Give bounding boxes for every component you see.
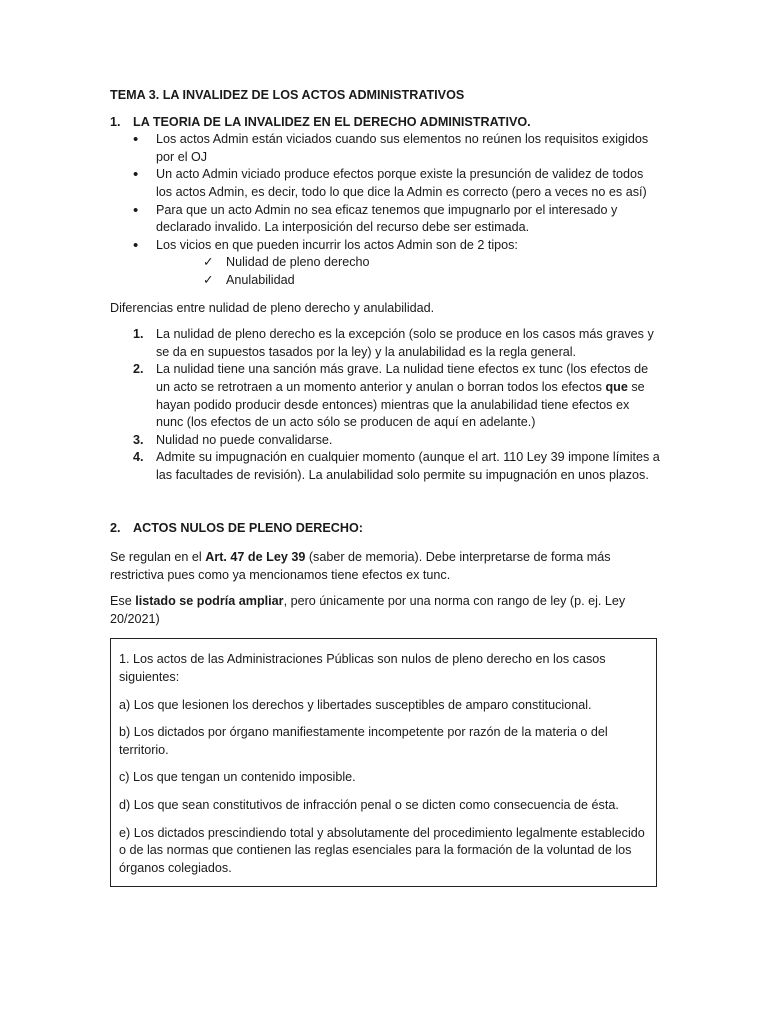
list-item: • Los vicios en que pueden incurrir los actos Admin son de 2 tipos: xyxy=(110,237,660,255)
article-quote-box xyxy=(110,638,657,887)
checkmark-icon: ✓ xyxy=(203,272,214,287)
section-number: 2. xyxy=(110,521,121,536)
section-title: LA TEORIA DE LA INVALIDEZ EN EL DERECHO ADMINISTRATIVO. xyxy=(133,114,531,129)
box-paragraph: a) Los que lesionen los derechos y libertades susceptibles de amparo constitucional. xyxy=(119,697,592,712)
check-list xyxy=(110,254,660,289)
paragraph: Diferencias entre nulidad de pleno derecho y anulabilidad. xyxy=(110,300,435,315)
list-item: 2. La nulidad tiene una sanción más grave. La nulidad tiene efectos ex tunc (los efectos de un acto se retrotraen a un momento anterior y anulan o borran todos los efectos que se hayan podido producir desde entonces) mientras que la anulabilidad tiene efectos ex nunc (los efectos de un acto sólo se producen de aquí en adelante.) xyxy=(133,362,649,430)
section-1-heading xyxy=(110,114,660,132)
document-title: TEMA 3. LA INVALIDEZ DE LOS ACTOS ADMINISTRATIVOS xyxy=(110,88,465,102)
numbered-list xyxy=(110,326,660,484)
list-item: 1. La nulidad de pleno derecho es la excepción (solo se produce en los casos más graves y se da en supuestos tasados por la ley) y la anulabilidad es la regla general. xyxy=(133,327,654,359)
box-paragraph: c) Los que tengan un contenido imposible. xyxy=(119,770,356,785)
section-2-heading xyxy=(110,520,660,538)
section-title: ACTOS NULOS DE PLENO DERECHO: xyxy=(133,521,363,536)
bullet-list xyxy=(110,131,660,254)
paragraph: Se regulan en el Art. 47 de Ley 39 (saber de memoria). Debe interpretarse de forma más restrictiva pues como ya mencionamos tiene efectos ex tunc. xyxy=(110,550,611,582)
box-paragraph: d) Los que sean constitutivos de infracción penal o se dicten como consecuencia de ésta. xyxy=(119,798,619,812)
box-paragraph: e) Los dictados prescindiendo total y absolutamente del procedimiento legalmente establecido o de las normas que contienen las reglas esenciales para la formación de la voluntad de los órganos colegiados. xyxy=(119,825,645,875)
list-item: ✓ Anulabilidad xyxy=(110,272,660,290)
box-paragraph: 1. Los actos de las Administraciones Públicas son nulos de pleno derecho en los casos siguientes: xyxy=(119,652,606,685)
list-item: 3. Nulidad no puede convalidarse. xyxy=(133,432,333,447)
box-paragraph: b) Los dictados por órgano manifiestamente incompetente por razón de la materia o del territorio. xyxy=(119,725,608,757)
list-item: 4. Admite su impugnación en cualquier momento (aunque el art. 110 Ley 39 impone límites a las facultades de revisión). La anulabilidad solo permite su impugnación en unos plazos. xyxy=(133,450,660,482)
document-page xyxy=(110,87,660,887)
list-item: • Para que un acto Admin no sea eficaz tenemos que impugnarlo por el interesado y declarado invalido. La interposición del recurso debe ser estimada. xyxy=(110,202,660,237)
section-number: 1. xyxy=(110,114,121,129)
checkmark-icon: ✓ xyxy=(203,255,214,270)
list-item: • Un acto Admin viciado produce efectos porque existe la presunción de validez de todos los actos Admin, es decir, todo lo que dice la Admin es correcto (pero a veces no es así) xyxy=(110,166,660,201)
list-item: ✓ Nulidad de pleno derecho xyxy=(110,254,660,272)
list-item: • Los actos Admin están viciados cuando sus elementos no reúnen los requisitos exigidos por el OJ xyxy=(110,131,660,166)
paragraph: Ese listado se podría ampliar, pero únicamente por una norma con rango de ley (p. ej. Ley 20/2021) xyxy=(110,594,626,626)
